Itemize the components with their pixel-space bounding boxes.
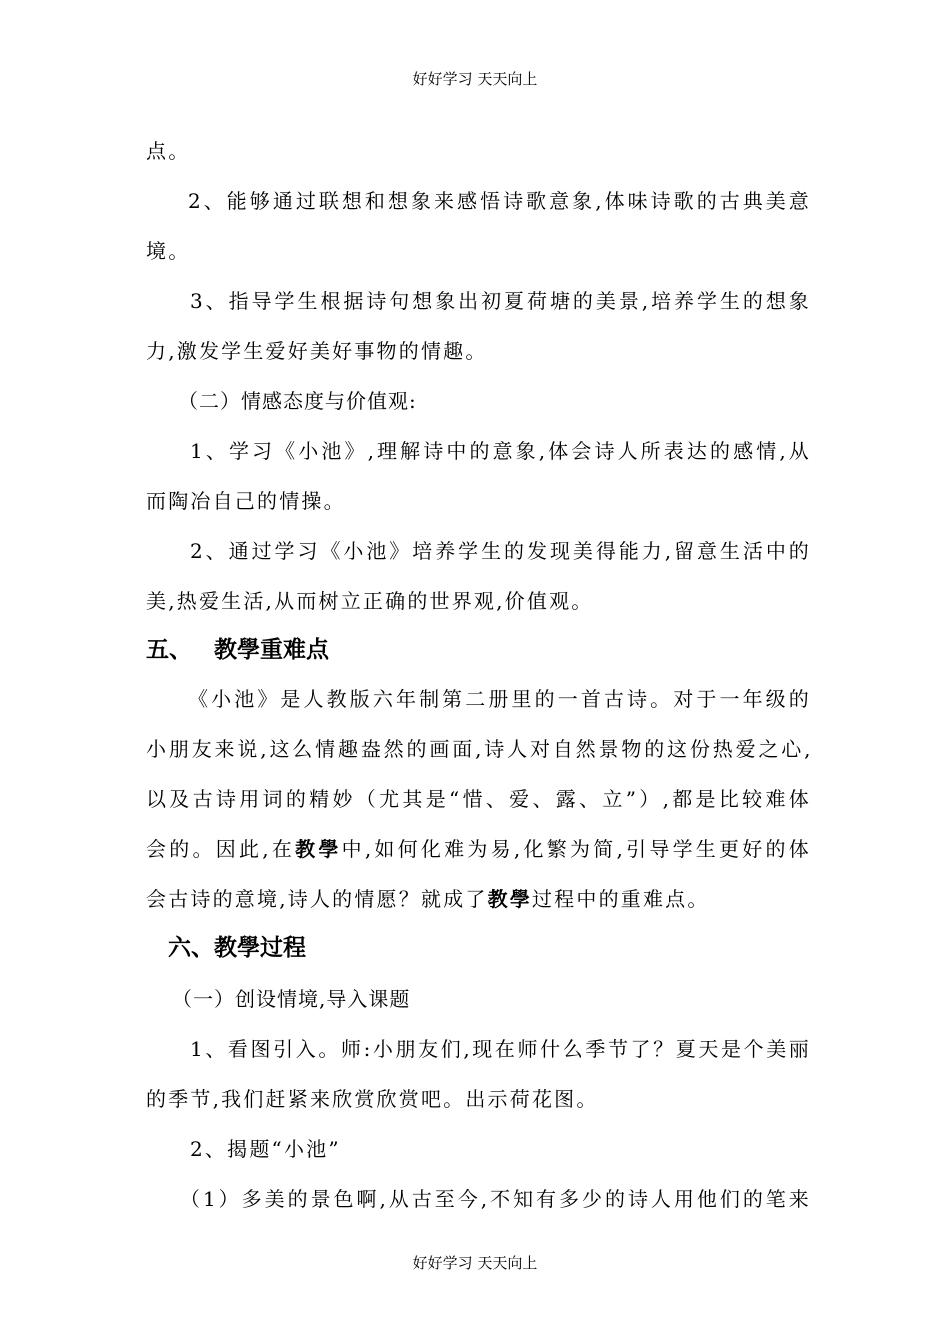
- text-line: 点。: [146, 139, 191, 163]
- section-heading-6: 六、教學过程: [168, 935, 306, 961]
- text-line: 美,热爱生活,从而树立正确的世界观,价值观。: [146, 589, 594, 613]
- text-line: 而陶冶自己的情操。: [146, 489, 346, 513]
- section-heading-5: [146, 634, 329, 666]
- text-line: [146, 884, 811, 914]
- subheading: （二）情感态度与价值观:: [178, 389, 417, 413]
- bold-term: 教學: [295, 837, 342, 861]
- subheading: （一）创设情境,导入课题: [172, 987, 411, 1011]
- text-line: 力,激发学生爱好美好事物的情趣。: [146, 339, 488, 363]
- text-line: 以及古诗用词的精妙（尤其是“惜、爱、露、立”）,都是比较难体: [146, 787, 811, 811]
- section-number: 五、: [146, 637, 192, 663]
- text-run: 中,如何化难为易,化繁为简,引导学生更好的体: [341, 837, 811, 861]
- text-line: 2、能够通过联想和想象来感悟诗歌意象,体味诗歌的古典美意: [188, 189, 811, 213]
- text-line: 1、看图引入。师:小朋友们,现在师什么季节了？夏天是个美丽: [190, 1037, 811, 1061]
- text-line: 2、揭题“小池”: [190, 1137, 341, 1161]
- text-line: 3、指导学生根据诗句想象出初夏荷塘的美景,培养学生的想象: [190, 289, 811, 313]
- text-line: 《小池》是人教版六年制第二册里的一首古诗。对于一年级的: [188, 687, 811, 711]
- page-header: 好好学习 天天向上: [412, 70, 538, 88]
- text-run: 会的。因此,在: [146, 837, 296, 861]
- bold-term: 教學: [487, 887, 532, 911]
- section-title: 教學重难点: [214, 637, 330, 663]
- text-run: 过程中的重难点。: [531, 887, 710, 911]
- text-line: [146, 834, 811, 864]
- text-line: 1、学习《小池》,理解诗中的意象,体会诗人所表达的感情,从: [190, 439, 811, 463]
- text-line: （1）多美的景色啊,从古至今,不知有多少的诗人用他们的笔来: [180, 1187, 811, 1211]
- page-footer: 好好学习 天天向上: [412, 1254, 538, 1272]
- text-line: 的季节,我们赶紧来欣赏欣赏吧。出示荷花图。: [146, 1087, 599, 1111]
- text-line: 2、通过学习《小池》培养学生的发现美得能力,留意生活中的: [190, 539, 811, 563]
- text-line: 境。: [146, 239, 191, 263]
- text-run: 会古诗的意境,诗人的情愿？就成了: [146, 887, 488, 911]
- text-line: 小朋友来说,这么情趣盎然的画面,诗人对自然景物的这份热爱之心,: [146, 737, 811, 761]
